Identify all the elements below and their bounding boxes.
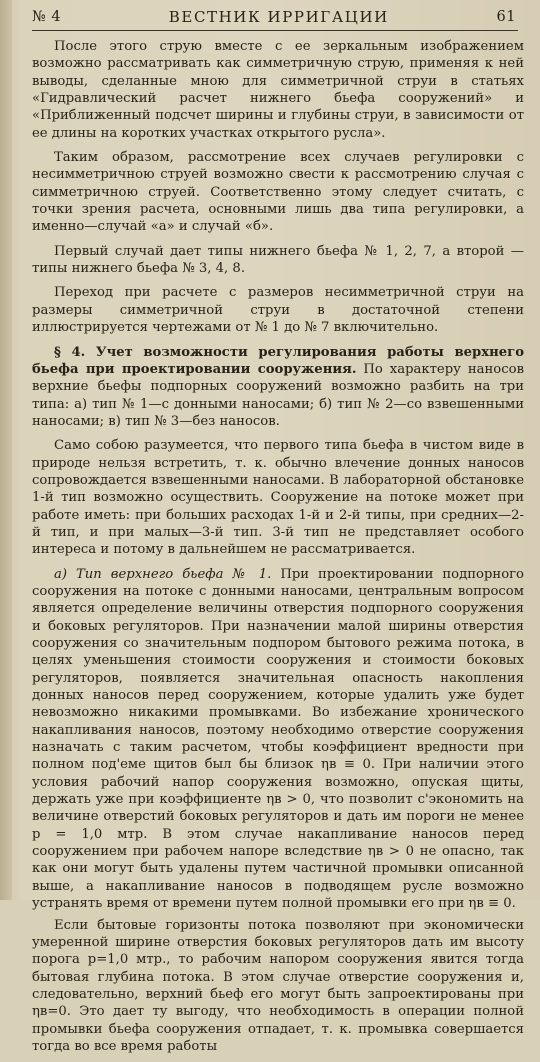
paragraph-1: После этого струю вместе с ее зеркальным изображением возможно рассматривать как симметричную струю, применяя к ней выводы, сделанные мною для симметричной струи в статьях «Гидравлический расчет нижнего бьефа сооружений» и «Приближенный подсчет ширины и глубины струи, в зависимости от ее длины на коротких участках открытого русла». <box>32 39 524 141</box>
paragraph-2: Таким образом, рассмотрение всех случаев регулировки с несимметричною струей возможно свести к рассмотрению случая с симметричною струей. Соответственно этому следует считать, с точки зрения расчета, основными лишь два типа регулировки, а именно—случай «а» и случай «б». <box>32 150 524 235</box>
page-binding-edge <box>0 0 12 900</box>
paragraph-7-body: При проектировании подпорного сооружения на потоке с донными наносами, центральным вопросом является определение величины отверстия подпорного сооружения и боковых регуляторов. При назначении малой ширины отверстия сооружения со значительным подпором бытового режима потока, в целях уменьшения стоимости сооружения и стоимости боковых регуляторов, появляется значительная опасность накопления донных наносов перед сооружением, которые удалить уже будет невозможно никакими промывками. Во избежание хронического накапливания наносов, поэтому необходимо отверстие сооружения назначать с таким расчетом, чтобы коэффициент вредности при полном под'еме щитов был бы близок ηв ≡ 0. При наличии этого условия рабочий напор сооружения возможно, опуская щиты, держать уже при коэффициенте ηв > 0, что позволит с'экономить на величине отверстий боковых регуляторов и дать им пороги не менее p = 1,0 мтр. В этом случае накапливание наносов перед сооружением при рабочем напоре вследствие ηв > 0 не опасно, так как они могут быть удалены путем частичной промывки описанной выше, а накапливание наносов в подводящем русле возможно устранять время от времени путем полной промывки его при ηв ≡ 0. <box>32 566 524 912</box>
subsection-heading: а) Тип верхнего бьефа № 1. <box>54 566 272 582</box>
paragraph-7 <box>32 566 524 913</box>
body-text <box>32 38 524 1062</box>
paragraph-4: Переход при расчете с размеров несимметричной струи на размеры симметричной струи в достаточной степени иллюстрируется чертежами от № 1 до № 7 включительно. <box>32 285 524 336</box>
page-number: 61 <box>496 9 516 25</box>
section-heading: § 4. Учет возможности регулирования работы верхнего бьефа при проектировании сооружения. <box>32 344 524 377</box>
running-header <box>32 6 516 28</box>
paragraph-6: Само собою разумеется, что первого типа бьефа в чистом виде в природе нельзя встретить, т. к. обычно влечение донных наносов сопровождается взвешенными наносами. В лабораторной обстановке 1-й тип возможно осуществить. Сооружение на потоке может при работе иметь: при больших расходах 1-й и 2-й типы, при средних—2-й тип, и при малых—3-й тип. 3-й тип не представляет особого интереса и потому в дальнейшем не рассматривается. <box>32 438 524 558</box>
paragraph-8: Если бытовые горизонты потока позволяют при экономически умеренной ширине отверстия боковых регуляторов дать им высоту порога p=1,0 мтр., то рабочим напором сооружения явится тогда бытовая глубина потока. В этом случае отверстие сооружения и, следовательно, верхний бьеф его могут быть запроектированы при ηв=0. Это дает ту выгоду, что необходимость в операции полной промывки бьефа сооружения отпадает, т. к. промывка совершается тогда во все время работы <box>32 917 524 1054</box>
journal-title: ВЕСТНИК ИРРИГАЦИИ <box>168 8 389 26</box>
issue-number: № 4 <box>32 9 62 25</box>
header-rule <box>32 30 518 31</box>
paragraph-5-body: По характеру наносов верхние бьефы подпорных сооружений возможно разбить на три типа: а) тип № 1—с донными наносами; б) тип № 2—со взвешенными наносами; в) тип № 3—без наносов. <box>32 361 524 429</box>
paragraph-5 <box>32 344 524 431</box>
paragraph-3: Первый случай дает типы нижнего бьефа № 1, 2, 7, а второй —типы нижнего бьефа № 3, 4, 8. <box>32 243 524 277</box>
